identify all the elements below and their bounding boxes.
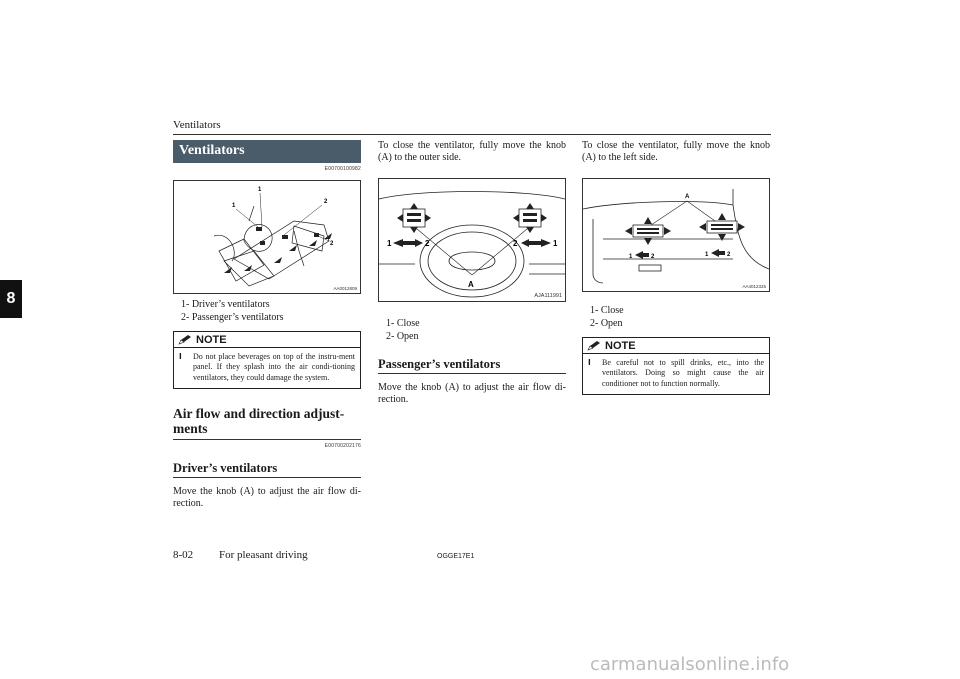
left-vent: [625, 217, 671, 245]
chapter-tab: 8: [0, 280, 22, 318]
legend-item: 2- Passenger’s ventilators: [181, 312, 284, 323]
body-paragraph: Move the knob (A) to adjust the air flow di-rection.: [378, 382, 566, 405]
figure-code: AA0012809: [333, 286, 357, 291]
subsection-rule: [378, 373, 566, 374]
passenger-dash-illustration: [583, 189, 769, 283]
figure-code: AA4012325: [742, 284, 766, 289]
note-header: [583, 338, 769, 354]
callout-1b: 1: [258, 187, 262, 193]
column-right: [582, 140, 770, 395]
note-bullet: l: [179, 352, 182, 361]
running-head: Ventilators: [173, 119, 221, 131]
right-vent: [699, 213, 745, 241]
left-vent: [397, 203, 431, 233]
footer-chapter-title: For pleasant driving: [219, 549, 308, 561]
legend-item: 1- Driver’s ventilators: [181, 299, 270, 310]
section-code: E00700202176: [324, 443, 361, 450]
note-label: NOTE: [196, 333, 227, 346]
note-body: [583, 354, 769, 394]
direction-arrows: [393, 239, 551, 247]
section-banner: Ventilators: [173, 140, 361, 163]
ventilator-markers: [256, 227, 319, 245]
note-body: [174, 348, 360, 388]
callout-a: A: [468, 280, 474, 289]
subsection-title: Driver’s ventilators: [173, 461, 278, 476]
direction-arrows: [635, 249, 725, 259]
note-header: [174, 332, 360, 348]
note-text: Do not place beverages on top of the instru-ment panel. If they splash into the air condi-tioning ventilators, they could damage the system.: [193, 352, 355, 382]
watermark: carmanualsonline.info: [590, 654, 790, 675]
column-left: [173, 140, 361, 510]
header-rule: [173, 134, 771, 135]
callout-1a: 1: [232, 203, 236, 209]
figure-ventilator-overview: [173, 180, 361, 294]
callout-2a: 2: [324, 199, 328, 205]
callout-1-left: 1: [629, 254, 633, 260]
subsection-title: Passenger’s ventilators: [378, 357, 501, 371]
figure-legend: [378, 317, 566, 343]
note-box: [582, 337, 770, 395]
legend-item: 2- Open: [386, 331, 419, 342]
column-middle: [378, 140, 566, 406]
note-pencil-icon: [587, 340, 601, 351]
callout-1-right: 1: [705, 252, 709, 258]
note-text: Be careful not to spill drinks, etc., into the ventilators. Doing so might cause the air conditioner not to function normally.: [602, 358, 764, 388]
figure-legend: [582, 304, 770, 330]
footer-doc-code: OGGE17E1: [437, 553, 475, 560]
callout-2-right: 2: [513, 239, 518, 248]
subsection-rule: [173, 477, 361, 478]
note-pencil-icon: [178, 334, 192, 345]
legend-item: 1- Close: [590, 305, 624, 316]
figure-legend: [173, 298, 361, 324]
figure-driver-ventilators: [378, 178, 566, 302]
callout-2b: 2: [330, 241, 334, 247]
callout-2-left: 2: [651, 254, 655, 260]
callout-2-left: 2: [425, 239, 430, 248]
body-paragraph: Move the knob (A) to adjust the air flow di-rection.: [173, 486, 361, 510]
legend-item: 2- Open: [590, 318, 623, 329]
callout-1-left: 1: [387, 239, 392, 248]
note-box: [173, 331, 361, 389]
section-title: Air flow and direction adjust-ments: [173, 406, 345, 437]
legend-item: 1- Close: [386, 318, 420, 329]
figure-passenger-ventilators: [582, 178, 770, 292]
callout-1-right: 1: [553, 239, 558, 248]
right-vent: [513, 203, 547, 233]
footer-page-number: 8-02: [173, 549, 194, 561]
intro-paragraph: To close the ventilator, fully move the knob (A) to the left side.: [582, 140, 770, 163]
callout-2-right: 2: [727, 252, 731, 258]
figure-code: AJA111991: [534, 293, 562, 299]
section-code: E00700100982: [324, 166, 361, 172]
intro-paragraph: To close the ventilator, fully move the knob (A) to the outer side.: [378, 140, 566, 163]
section-rule: [173, 439, 361, 440]
airflow-arrows: [224, 233, 332, 273]
note-label: NOTE: [605, 339, 636, 352]
callout-a: A: [685, 194, 690, 200]
note-bullet: l: [588, 358, 591, 367]
